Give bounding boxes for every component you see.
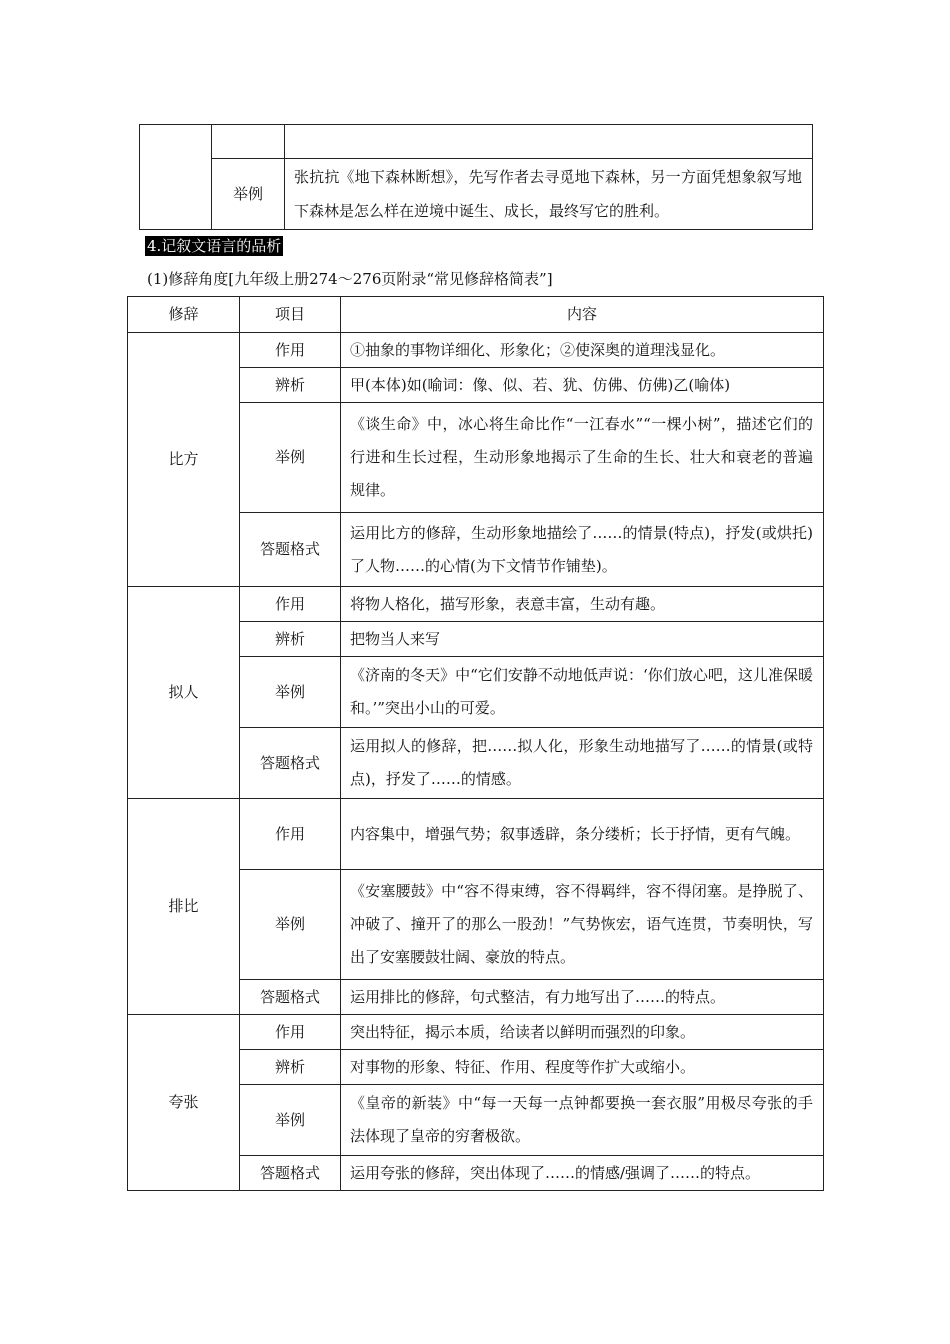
figure-name: 排比 xyxy=(128,799,240,1015)
item-cell: 答题格式 xyxy=(240,513,341,587)
figure-name: 夸张 xyxy=(128,1015,240,1191)
header-cell: 修辞 xyxy=(128,297,240,333)
example-label: 举例 xyxy=(212,159,285,230)
continued-table xyxy=(139,124,813,230)
table-row xyxy=(128,1015,824,1050)
item-cell: 作用 xyxy=(240,799,341,870)
content-cell: 把物当人来写 xyxy=(341,622,824,657)
item-cell: 举例 xyxy=(240,870,341,980)
table-row xyxy=(128,799,824,870)
merged-empty-cell xyxy=(140,125,212,230)
content-cell: ①抽象的事物详细化、形象化；②使深奥的道理浅显化。 xyxy=(341,333,824,368)
table-header-row xyxy=(128,297,824,333)
content-cell: 《济南的冬天》中“它们安静不动地低声说：‘你们放心吧，这儿准保暖和。’”突出小山的可爱。 xyxy=(341,657,824,728)
item-cell: 举例 xyxy=(240,403,341,513)
content-cell: 《皇帝的新装》中“每一天每一点钟都要换一套衣服”用极尽夸张的手法体现了皇帝的穷奢极欲。 xyxy=(341,1085,824,1156)
item-cell: 答题格式 xyxy=(240,1156,341,1191)
content-cell: 对事物的形象、特征、作用、程度等作扩大或缩小。 xyxy=(341,1050,824,1085)
table-row xyxy=(128,333,824,368)
header-cell: 项目 xyxy=(240,297,341,333)
section-heading: 4.记叙文语言的品析 xyxy=(147,237,282,255)
content-cell: 将物人格化，描写形象，表意丰富，生动有趣。 xyxy=(341,587,824,622)
content-cell: 内容集中，增强气势；叙事透辟，条分缕析；长于抒情，更有气魄。 xyxy=(341,799,824,870)
item-cell: 举例 xyxy=(240,1085,341,1156)
item-cell: 举例 xyxy=(240,657,341,728)
header-cell: 内容 xyxy=(341,297,824,333)
subheading: (1)修辞角度[九年级上册274～276页附录“常见修辞格简表”] xyxy=(147,270,553,288)
item-cell: 答题格式 xyxy=(240,728,341,799)
rhetoric-table xyxy=(127,296,824,1191)
content-cell: 《安塞腰鼓》中“容不得束缚，容不得羁绊，容不得闭塞。是挣脱了、冲破了、撞开了的那么一股劲！”气势恢宏，语气连贯，节奏明快，写出了安塞腰鼓壮阔、豪放的特点。 xyxy=(341,870,824,980)
item-cell: 答题格式 xyxy=(240,980,341,1015)
item-cell: 辨析 xyxy=(240,368,341,403)
item-cell: 作用 xyxy=(240,333,341,368)
content-cell: 运用夸张的修辞，突出体现了……的情感/强调了……的特点。 xyxy=(341,1156,824,1191)
empty-cell xyxy=(285,125,813,159)
content-cell: 《谈生命》中，冰心将生命比作“一江春水”“一棵小树”，描述它们的行进和生长过程，生动形象地揭示了生命的生长、壮大和衰老的普遍规律。 xyxy=(341,403,824,513)
example-text: 张抗抗《地下森林断想》，先写作者去寻觅地下森林，另一方面凭想象叙写地下森林是怎么样在逆境中诞生、成长，最终写它的胜利。 xyxy=(285,159,813,230)
content-cell: 突出特征，揭示本质，给读者以鲜明而强烈的印象。 xyxy=(341,1015,824,1050)
figure-name: 拟人 xyxy=(128,587,240,799)
table-row xyxy=(128,587,824,622)
content-cell: 运用拟人的修辞，把……拟人化，形象生动地描写了……的情景(或特点)，抒发了……的情感。 xyxy=(341,728,824,799)
empty-cell xyxy=(212,125,285,159)
item-cell: 辨析 xyxy=(240,622,341,657)
content-cell: 运用比方的修辞，生动形象地描绘了……的情景(特点)，抒发(或烘托)了人物……的心情(为下文情节作铺垫)。 xyxy=(341,513,824,587)
content-cell: 运用排比的修辞，句式整洁，有力地写出了……的特点。 xyxy=(341,980,824,1015)
item-cell: 作用 xyxy=(240,587,341,622)
content-cell: 甲(本体)如(喻词：像、似、若、犹、仿佛、仿佛)乙(喻体) xyxy=(341,368,824,403)
item-cell: 作用 xyxy=(240,1015,341,1050)
item-cell: 辨析 xyxy=(240,1050,341,1085)
figure-name: 比方 xyxy=(128,333,240,587)
